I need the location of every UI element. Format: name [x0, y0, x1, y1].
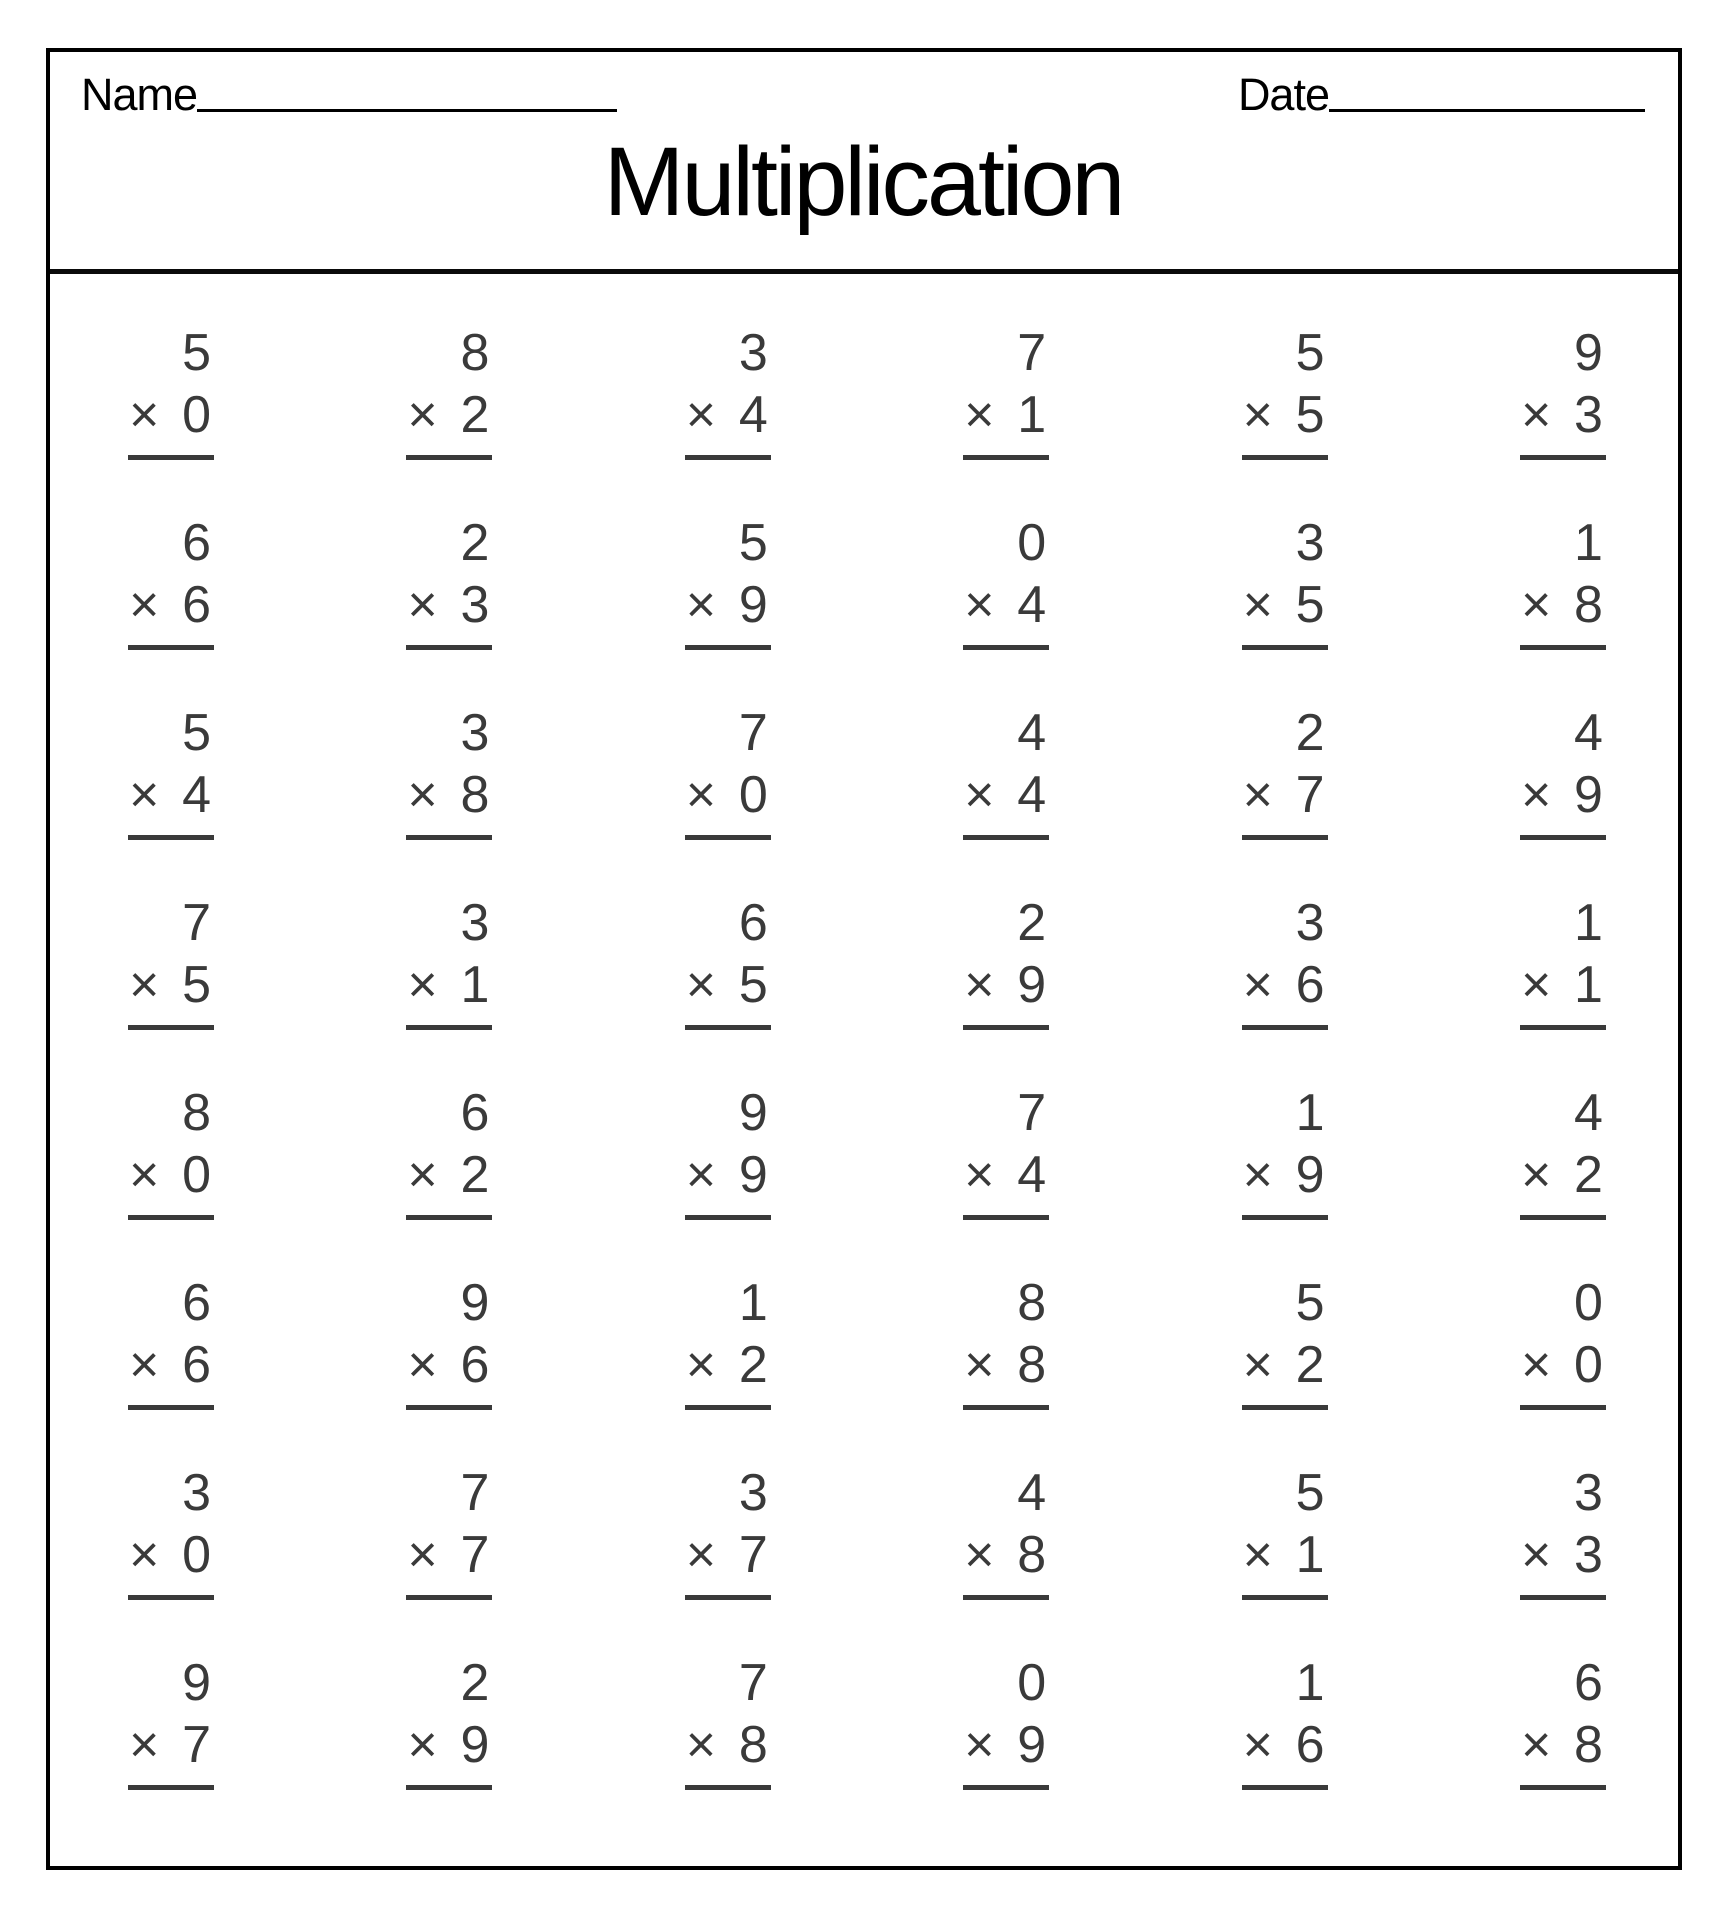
problem-r8-c1 — [128, 1652, 214, 1842]
answer-line — [1242, 1785, 1328, 1790]
multiplier-row — [1242, 384, 1328, 446]
problem-r1-c1 — [128, 322, 214, 512]
answer-line — [685, 835, 771, 840]
multiplicand: 7 — [738, 704, 768, 762]
multiply-icon: × — [1242, 1146, 1273, 1204]
multiplicand: 3 — [460, 704, 490, 762]
multiplier: 8 — [738, 1716, 768, 1774]
multiplicand: 0 — [1574, 1274, 1603, 1332]
multiplier: 4 — [1017, 766, 1047, 824]
multiply-icon: × — [685, 1526, 717, 1584]
answer-line — [1242, 1595, 1328, 1600]
multiplier: 9 — [1017, 956, 1047, 1014]
answer-line — [963, 835, 1049, 840]
multiplier-row — [1242, 574, 1328, 636]
multiplier: 1 — [1017, 386, 1047, 444]
multiplier: 4 — [182, 766, 211, 824]
problem-r7-c3 — [685, 1462, 771, 1652]
multiplicand: 4 — [1574, 1084, 1603, 1142]
answer-line — [128, 455, 214, 460]
multiply-icon: × — [407, 766, 438, 824]
name-blank-line — [197, 109, 617, 112]
multiplicand: 6 — [182, 1274, 211, 1332]
multiply-icon: × — [407, 1336, 438, 1394]
multiplier-row — [963, 764, 1049, 826]
answer-line — [685, 645, 771, 650]
answer-line — [963, 1785, 1049, 1790]
multiplier-row — [128, 1714, 214, 1776]
multiply-icon: × — [685, 956, 717, 1014]
multiplier-row — [406, 1334, 492, 1396]
multiplicand: 1 — [1574, 514, 1603, 572]
problem-r7-c4 — [963, 1462, 1049, 1652]
multiplier-row — [128, 954, 214, 1016]
date-blank-line — [1329, 109, 1645, 112]
multiply-icon: × — [1242, 576, 1273, 634]
problem-r2-c4 — [963, 512, 1049, 702]
multiplier: 6 — [1295, 1716, 1325, 1774]
multiplier: 6 — [182, 576, 211, 634]
multiplier-row — [128, 1334, 214, 1396]
problem-r7-c6 — [1520, 1462, 1606, 1652]
multiplier: 8 — [1017, 1526, 1047, 1584]
multiplier: 0 — [1574, 1336, 1603, 1394]
multiplier: 3 — [460, 576, 490, 634]
multiplier: 2 — [460, 386, 490, 444]
multiplier: 3 — [1574, 386, 1603, 444]
multiplicand: 1 — [1295, 1084, 1325, 1142]
multiplier-row — [963, 384, 1049, 446]
multiplier-row — [128, 1524, 214, 1586]
problem-r5-c5 — [1242, 1082, 1328, 1272]
multiplicand: 4 — [1574, 704, 1603, 762]
multiplier: 9 — [1574, 766, 1603, 824]
multiplicand: 5 — [738, 514, 768, 572]
multiply-icon: × — [964, 1716, 995, 1774]
multiplicand: 7 — [738, 1654, 768, 1712]
multiplier: 2 — [1295, 1336, 1325, 1394]
problem-r3-c1 — [128, 702, 214, 892]
problem-r1-c6 — [1520, 322, 1606, 512]
answer-line — [128, 645, 214, 650]
problem-r5-c2 — [406, 1082, 492, 1272]
date-label: Date — [1237, 69, 1329, 120]
multiplier: 4 — [1017, 576, 1047, 634]
multiply-icon: × — [685, 1336, 717, 1394]
answer-line — [1520, 1025, 1606, 1030]
answer-line — [1242, 1215, 1328, 1220]
problem-r7-c2 — [406, 1462, 492, 1652]
problem-r3-c4 — [963, 702, 1049, 892]
multiplier: 7 — [460, 1526, 490, 1584]
problem-r1-c3 — [685, 322, 771, 512]
multiplicand: 7 — [182, 894, 211, 952]
multiplier: 9 — [1295, 1146, 1325, 1204]
answer-line — [963, 1595, 1049, 1600]
multiplicand: 8 — [1017, 1274, 1047, 1332]
answer-line — [1520, 1595, 1606, 1600]
problem-r7-c1 — [128, 1462, 214, 1652]
problem-r4-c5 — [1242, 892, 1328, 1082]
multiplier: 4 — [738, 386, 768, 444]
multiply-icon: × — [1242, 386, 1273, 444]
multiplier-row — [685, 1524, 771, 1586]
multiply-icon: × — [1242, 1526, 1273, 1584]
problems-grid — [50, 274, 1678, 1866]
problem-r4-c2 — [406, 892, 492, 1082]
multiply-icon: × — [1520, 576, 1552, 634]
name-label: Name — [81, 69, 198, 120]
answer-line — [685, 1785, 771, 1790]
problem-r4-c4 — [963, 892, 1049, 1082]
problem-r4-c1 — [128, 892, 214, 1082]
multiply-icon: × — [407, 1716, 438, 1774]
multiplier-row — [1242, 954, 1328, 1016]
multiplier: 9 — [738, 1146, 768, 1204]
multiplier: 5 — [182, 956, 211, 1014]
problem-r3-c2 — [406, 702, 492, 892]
multiplier-row — [128, 1144, 214, 1206]
multiply-icon: × — [685, 1146, 717, 1204]
multiplier-row — [1242, 1524, 1328, 1586]
answer-line — [1242, 835, 1328, 840]
multiplier: 8 — [1017, 1336, 1047, 1394]
multiplier-row — [1520, 954, 1606, 1016]
multiplier-row — [406, 1714, 492, 1776]
multiplier: 3 — [1574, 1526, 1603, 1584]
problem-r5-c4 — [963, 1082, 1049, 1272]
answer-line — [1520, 645, 1606, 650]
problem-r1-c2 — [406, 322, 492, 512]
multiply-icon: × — [129, 956, 160, 1014]
answer-line — [1242, 1405, 1328, 1410]
multiplicand: 3 — [460, 894, 490, 952]
multiplicand: 6 — [182, 514, 211, 572]
multiplier-row — [685, 764, 771, 826]
multiply-icon: × — [964, 1146, 995, 1204]
multiplier: 8 — [460, 766, 490, 824]
multiplicand: 6 — [738, 894, 768, 952]
problem-r1-c5 — [1242, 322, 1328, 512]
multiplicand: 9 — [182, 1654, 211, 1712]
multiplier: 7 — [738, 1526, 768, 1584]
answer-line — [1520, 455, 1606, 460]
multiplier-row — [128, 384, 214, 446]
multiply-icon: × — [964, 576, 995, 634]
multiply-icon: × — [685, 1716, 717, 1774]
multiply-icon: × — [407, 956, 438, 1014]
multiplier: 8 — [1574, 1716, 1603, 1774]
multiplier-row — [963, 1334, 1049, 1396]
date-field — [1237, 69, 1645, 120]
problem-r5-c6 — [1520, 1082, 1606, 1272]
answer-line — [963, 645, 1049, 650]
multiplier-row — [685, 1144, 771, 1206]
answer-line — [1520, 1785, 1606, 1790]
multiplier-row — [1242, 1714, 1328, 1776]
multiplier-row — [1520, 1144, 1606, 1206]
multiply-icon: × — [685, 766, 717, 824]
multiplier-row — [128, 764, 214, 826]
problem-r6-c3 — [685, 1272, 771, 1462]
multiplicand: 3 — [1295, 514, 1325, 572]
multiplier-row — [406, 954, 492, 1016]
multiplier: 1 — [460, 956, 490, 1014]
multiply-icon: × — [964, 386, 995, 444]
multiplicand: 2 — [1295, 704, 1325, 762]
multiplicand: 3 — [1574, 1464, 1603, 1522]
problem-r4-c6 — [1520, 892, 1606, 1082]
multiply-icon: × — [1242, 766, 1273, 824]
problem-r7-c5 — [1242, 1462, 1328, 1652]
multiplicand: 2 — [460, 1654, 490, 1712]
header-fields-row — [81, 69, 1645, 120]
multiplicand: 6 — [460, 1084, 490, 1142]
multiplicand: 2 — [460, 514, 490, 572]
multiply-icon: × — [1520, 1716, 1552, 1774]
multiply-icon: × — [964, 1526, 995, 1584]
problem-r2-c1 — [128, 512, 214, 702]
problem-r8-c5 — [1242, 1652, 1328, 1842]
multiply-icon: × — [129, 386, 160, 444]
multiplier-row — [128, 574, 214, 636]
multiplicand: 5 — [1295, 1464, 1325, 1522]
multiplicand: 0 — [1017, 514, 1047, 572]
multiply-icon: × — [964, 1336, 995, 1394]
multiplicand: 7 — [1017, 1084, 1047, 1142]
problem-r4-c3 — [685, 892, 771, 1082]
problem-r3-c3 — [685, 702, 771, 892]
problem-r8-c3 — [685, 1652, 771, 1842]
answer-line — [685, 1025, 771, 1030]
multiplicand: 3 — [738, 1464, 768, 1522]
problem-r6-c5 — [1242, 1272, 1328, 1462]
answer-line — [406, 1785, 492, 1790]
multiplicand: 6 — [1574, 1654, 1603, 1712]
multiplier-row — [1520, 1334, 1606, 1396]
multiplier: 2 — [1574, 1146, 1603, 1204]
multiply-icon: × — [685, 576, 717, 634]
multiplier-row — [406, 574, 492, 636]
multiplicand: 8 — [182, 1084, 211, 1142]
problem-r3-c6 — [1520, 702, 1606, 892]
multiplier-row — [406, 764, 492, 826]
multiplicand: 3 — [182, 1464, 211, 1522]
multiplier-row — [406, 1144, 492, 1206]
multiplier-row — [1242, 1144, 1328, 1206]
multiply-icon: × — [1520, 766, 1552, 824]
multiplicand: 1 — [1574, 894, 1603, 952]
multiplier: 5 — [738, 956, 768, 1014]
multiply-icon: × — [129, 1146, 160, 1204]
multiply-icon: × — [129, 1526, 160, 1584]
multiplier-row — [1242, 1334, 1328, 1396]
multiplier-row — [963, 954, 1049, 1016]
page-title: Multiplication — [603, 127, 1123, 236]
multiplier: 6 — [1295, 956, 1325, 1014]
multiplier: 5 — [1295, 576, 1325, 634]
worksheet-page — [46, 48, 1682, 1870]
multiplicand: 0 — [1017, 1654, 1047, 1712]
multiplier-row — [1520, 384, 1606, 446]
multiply-icon: × — [1520, 1336, 1552, 1394]
multiplier: 2 — [460, 1146, 490, 1204]
multiplier-row — [685, 1334, 771, 1396]
multiply-icon: × — [129, 766, 160, 824]
multiplier: 5 — [1295, 386, 1325, 444]
multiply-icon: × — [407, 1146, 438, 1204]
multiplier-row — [1520, 1714, 1606, 1776]
multiply-icon: × — [685, 386, 717, 444]
answer-line — [1520, 835, 1606, 840]
answer-line — [406, 1405, 492, 1410]
multiplier: 6 — [182, 1336, 211, 1394]
multiplier-row — [963, 1144, 1049, 1206]
multiplier-row — [685, 1714, 771, 1776]
multiplier-row — [1520, 574, 1606, 636]
answer-line — [406, 1595, 492, 1600]
multiplicand: 9 — [460, 1274, 490, 1332]
multiplier: 0 — [182, 386, 211, 444]
multiplicand: 4 — [1017, 704, 1047, 762]
answer-line — [685, 1595, 771, 1600]
multiplier-row — [963, 574, 1049, 636]
answer-line — [963, 455, 1049, 460]
multiplier-row — [1242, 764, 1328, 826]
problem-r6-c6 — [1520, 1272, 1606, 1462]
multiplier: 9 — [1017, 1716, 1047, 1774]
multiplicand: 8 — [460, 324, 490, 382]
problem-r8-c2 — [406, 1652, 492, 1842]
answer-line — [406, 1215, 492, 1220]
multiply-icon: × — [129, 576, 160, 634]
problem-r2-c6 — [1520, 512, 1606, 702]
multiply-icon: × — [1520, 956, 1552, 1014]
answer-line — [963, 1405, 1049, 1410]
problem-r6-c4 — [963, 1272, 1049, 1462]
multiplicand: 4 — [1017, 1464, 1047, 1522]
multiplicand: 5 — [182, 704, 211, 762]
multiplicand: 1 — [1295, 1654, 1325, 1712]
multiplier: 1 — [1574, 956, 1603, 1014]
multiply-icon: × — [964, 956, 995, 1014]
answer-line — [963, 1025, 1049, 1030]
multiplier: 6 — [460, 1336, 490, 1394]
problem-r5-c3 — [685, 1082, 771, 1272]
multiplier: 9 — [460, 1716, 490, 1774]
multiplier-row — [685, 574, 771, 636]
multiplier: 2 — [738, 1336, 768, 1394]
answer-line — [128, 1215, 214, 1220]
multiplier-row — [963, 1714, 1049, 1776]
multiplier-row — [1520, 1524, 1606, 1586]
answer-line — [128, 1595, 214, 1600]
multiplicand: 9 — [1574, 324, 1603, 382]
answer-line — [406, 835, 492, 840]
problem-r2-c3 — [685, 512, 771, 702]
multiplicand: 9 — [738, 1084, 768, 1142]
multiplier-row — [1520, 764, 1606, 826]
answer-line — [128, 1025, 214, 1030]
problem-r6-c2 — [406, 1272, 492, 1462]
multiplicand: 5 — [1295, 1274, 1325, 1332]
multiplier-row — [685, 954, 771, 1016]
multiply-icon: × — [964, 766, 995, 824]
multiplier: 0 — [182, 1146, 211, 1204]
answer-line — [406, 1025, 492, 1030]
multiplier: 4 — [1017, 1146, 1047, 1204]
problem-r5-c1 — [128, 1082, 214, 1272]
answer-line — [128, 1785, 214, 1790]
answer-line — [128, 835, 214, 840]
answer-line — [1242, 1025, 1328, 1030]
problem-r2-c5 — [1242, 512, 1328, 702]
answer-line — [685, 1215, 771, 1220]
answer-line — [1520, 1215, 1606, 1220]
answer-line — [406, 645, 492, 650]
problem-r1-c4 — [963, 322, 1049, 512]
multiply-icon: × — [1520, 386, 1552, 444]
name-field — [81, 69, 617, 120]
answer-line — [128, 1405, 214, 1410]
multiplier-row — [406, 384, 492, 446]
answer-line — [1520, 1405, 1606, 1410]
multiplicand: 2 — [1017, 894, 1047, 952]
multiply-icon: × — [1242, 1716, 1273, 1774]
multiplier-row — [963, 1524, 1049, 1586]
answer-line — [406, 455, 492, 460]
multiply-icon: × — [407, 386, 438, 444]
multiplier: 0 — [738, 766, 768, 824]
multiply-icon: × — [1242, 1336, 1273, 1394]
multiplier: 8 — [1574, 576, 1603, 634]
multiplicand: 5 — [182, 324, 211, 382]
multiplicand: 1 — [738, 1274, 768, 1332]
multiply-icon: × — [1242, 956, 1273, 1014]
multiplier: 1 — [1295, 1526, 1325, 1584]
answer-line — [963, 1215, 1049, 1220]
multiplier: 9 — [738, 576, 768, 634]
multiplier-row — [685, 384, 771, 446]
multiplicand: 3 — [738, 324, 768, 382]
multiply-icon: × — [1520, 1146, 1552, 1204]
multiplier: 7 — [1295, 766, 1325, 824]
worksheet-header — [50, 52, 1678, 274]
multiply-icon: × — [407, 1526, 438, 1584]
answer-line — [685, 455, 771, 460]
answer-line — [685, 1405, 771, 1410]
multiplicand: 3 — [1295, 894, 1325, 952]
multiplicand: 7 — [1017, 324, 1047, 382]
multiplicand: 7 — [460, 1464, 490, 1522]
multiplicand: 5 — [1295, 324, 1325, 382]
answer-line — [1242, 455, 1328, 460]
problem-r6-c1 — [128, 1272, 214, 1462]
problem-r3-c5 — [1242, 702, 1328, 892]
multiply-icon: × — [129, 1336, 160, 1394]
multiplier-row — [406, 1524, 492, 1586]
problem-r8-c6 — [1520, 1652, 1606, 1842]
problem-r8-c4 — [963, 1652, 1049, 1842]
multiply-icon: × — [1520, 1526, 1552, 1584]
multiplier: 7 — [182, 1716, 211, 1774]
multiply-icon: × — [407, 576, 438, 634]
multiply-icon: × — [129, 1716, 160, 1774]
answer-line — [1242, 645, 1328, 650]
multiplier: 0 — [182, 1526, 211, 1584]
problem-r2-c2 — [406, 512, 492, 702]
